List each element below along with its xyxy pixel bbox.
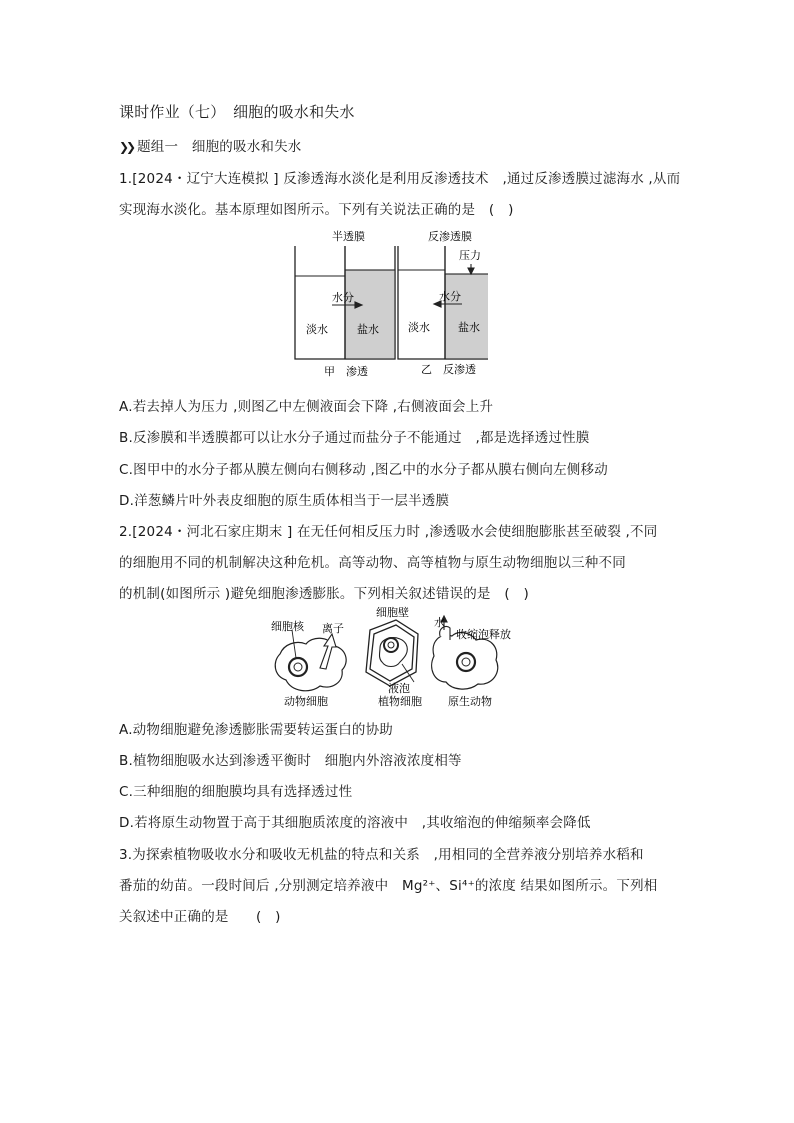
q2-option-a: A.动物细胞避免渗透膨胀需要转运蛋白的协助 bbox=[119, 722, 393, 738]
caption-plant: 植物细胞 bbox=[378, 695, 422, 708]
label-semipermeable: 半透膜 bbox=[332, 230, 365, 243]
q1-option-d: D.洋葱鳞片叶外表皮细胞的原生质体相当于一层半透膜 bbox=[119, 493, 450, 509]
label-fresh-yi: 淡水 bbox=[408, 321, 430, 334]
q3-stem-line-2: 番茄的幼苗。一段时间后 ,分别测定培养液中 Mg²⁺、Si⁴⁺的浓度 结果如图所示。下列相 bbox=[119, 878, 658, 894]
q2-stem-line-2: 的细胞用不同的机制解决这种危机。高等动物、高等植物与原生动物细胞以三种不同 bbox=[119, 555, 626, 571]
label-vacuole: 液泡 bbox=[388, 682, 410, 695]
section-label: 题组一 细胞的吸水和失水 bbox=[137, 139, 302, 155]
q1-option-c: C.图甲中的水分子都从膜左侧向右侧移动 ,图乙中的水分子都从膜右侧向左侧移动 bbox=[119, 462, 608, 478]
label-pressure: 压力 bbox=[459, 249, 481, 262]
plant-nucleus-inner bbox=[388, 642, 394, 648]
caption-yi: 乙 反渗透 bbox=[421, 363, 476, 376]
label-salt-jia: 盐水 bbox=[357, 323, 379, 336]
q2-stem-line-3: 的机制(如图所示 )避免细胞渗透膨胀。下列相关叙述错误的是 ( ) bbox=[119, 586, 529, 602]
section-mark-icon: ❯❯ bbox=[119, 140, 134, 154]
label-reverse-membrane: 反渗透膜 bbox=[428, 230, 472, 243]
protozoa-nucleus-inner bbox=[462, 658, 470, 666]
page-title: 课时作业（七） 细胞的吸水和失水 bbox=[119, 103, 355, 121]
label-fresh-jia: 淡水 bbox=[306, 323, 328, 336]
label-wall: 细胞壁 bbox=[376, 606, 409, 619]
q1-option-b: B.反渗膜和半透膜都可以让水分子通过而盐分子不能通过 ,都是选择透过性膜 bbox=[119, 430, 590, 446]
label-ion: 离子 bbox=[322, 622, 344, 635]
label-water-jia: 水分 bbox=[332, 291, 354, 304]
q1-osmosis-figure bbox=[288, 226, 488, 381]
caption-animal: 动物细胞 bbox=[284, 695, 328, 708]
q2-option-d: D.若将原生动物置于高于其细胞质浓度的溶液中 ,其收缩泡的伸缩频率会降低 bbox=[119, 815, 591, 831]
label-salt-yi: 盐水 bbox=[458, 321, 480, 334]
q2-option-c: C.三种细胞的细胞膜均具有选择透过性 bbox=[119, 784, 353, 800]
q1-stem-line-1: 1.[2024・辽宁大连模拟 ] 反渗透海水淡化是利用反渗透技术 ,通过反渗透膜过滤海水 ,从而 bbox=[119, 171, 681, 187]
q3-stem-line-3: 关叙述中正确的是 ( ) bbox=[119, 909, 281, 925]
caption-protozoa: 原生动物 bbox=[448, 695, 492, 708]
label-nucleus: 细胞核 bbox=[271, 620, 304, 633]
label-vacuole-release: 收缩泡释放 bbox=[456, 628, 511, 641]
q1-option-a: A.若去掉人为压力 ,则图乙中左侧液面会下降 ,右侧液面会上升 bbox=[119, 399, 494, 415]
pressure-arrow-down-icon bbox=[468, 264, 474, 274]
animal-nucleus-inner bbox=[294, 663, 302, 671]
q2-cells-figure bbox=[268, 606, 528, 710]
section-header bbox=[119, 135, 302, 155]
caption-jia: 甲 渗透 bbox=[324, 365, 368, 378]
q1-stem-line-2: 实现海水淡化。基本原理如图所示。下列有关说法正确的是 ( ) bbox=[119, 202, 514, 218]
label-water: 水 bbox=[434, 616, 445, 629]
label-water-yi: 水分 bbox=[439, 290, 461, 303]
salt-water-region-yi bbox=[445, 274, 488, 359]
nucleus-pointer bbox=[292, 630, 296, 658]
q2-option-b: B.植物细胞吸水达到渗透平衡时 细胞内外溶液浓度相等 bbox=[119, 753, 462, 769]
salt-water-region-jia bbox=[345, 270, 395, 359]
ion-export-arrow-icon bbox=[320, 634, 336, 669]
q3-stem-line-1: 3.为探索植物吸收水分和吸收无机盐的特点和关系 ,用相同的全营养液分别培养水稻和 bbox=[119, 847, 644, 863]
q2-stem-line-1: 2.[2024・河北石家庄期末 ] 在无任何相反压力时 ,渗透吸水会使细胞膨胀甚至破裂 ,不同 bbox=[119, 524, 658, 540]
